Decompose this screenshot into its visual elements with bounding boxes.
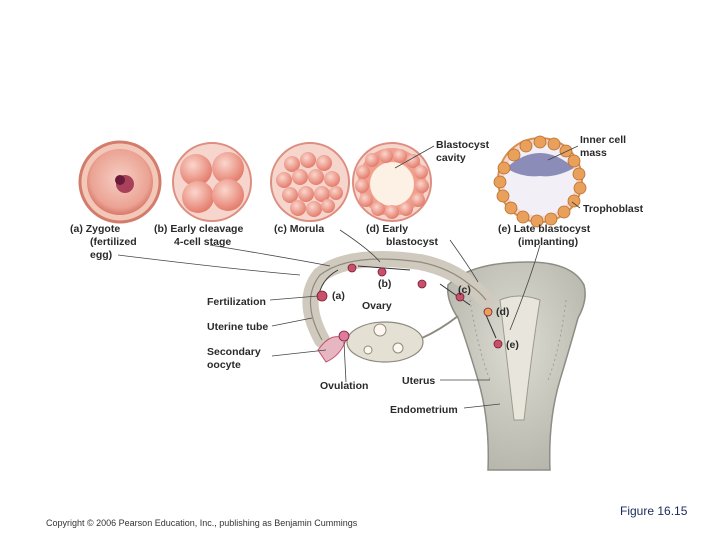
morula-illustration <box>271 143 349 221</box>
ovulation-label: Ovulation <box>320 380 369 392</box>
path-label-d: (d) <box>496 306 510 318</box>
early-blastocyst-sub: blastocyst <box>386 236 438 248</box>
zygote-title: Zygote <box>85 223 121 235</box>
uterus-label: Uterus <box>402 375 436 387</box>
early-blastocyst-label <box>366 223 408 235</box>
morula-title: Morula <box>289 223 325 235</box>
ovary-illustration <box>347 316 458 362</box>
zygote-sub1: (fertilized <box>90 236 137 248</box>
zygote-letter: (a) <box>70 223 83 235</box>
early-cleavage-label <box>154 223 243 235</box>
early-blastocyst-title: Early <box>382 223 409 235</box>
late-blastocyst-letter: (e) <box>498 223 511 235</box>
late-blastocyst-label <box>498 223 590 235</box>
morula-label <box>274 223 324 235</box>
trophoblast-label: Trophoblast <box>583 203 644 215</box>
copyright-notice: Copyright © 2006 Pearson Education, Inc., publishing as Benjamin Cummings <box>46 518 358 528</box>
early-cleavage-illustration <box>173 143 251 221</box>
blastocyst-cavity-label-1: Blastocyst <box>436 139 490 151</box>
secondary-oocyte-label-2: oocyte <box>207 359 241 371</box>
inner-cell-mass-label-1: Inner cell <box>580 134 627 146</box>
early-cleavage-letter: (b) <box>154 223 168 235</box>
zygote-sub2: egg) <box>90 249 113 261</box>
endometrium-label: Endometrium <box>390 404 458 416</box>
zygote-illustration <box>80 142 160 222</box>
late-blastocyst-sub: (implanting) <box>518 236 579 248</box>
path-label-b: (b) <box>378 278 392 290</box>
fertilization-label: Fertilization <box>207 296 266 308</box>
late-blastocyst-illustration <box>494 136 586 227</box>
blastocyst-cavity-label-2: cavity <box>436 152 466 164</box>
late-blastocyst-title: Late blastocyst <box>513 223 591 235</box>
zygote-label <box>70 223 120 235</box>
uterine-tube-label: Uterine tube <box>207 321 269 333</box>
early-cleavage-sub: 4-cell stage <box>174 236 232 248</box>
path-label-c: (c) <box>458 284 471 296</box>
figure-number: Figure 16.15 <box>620 504 688 518</box>
early-cleavage-title: Early cleavage <box>170 223 244 235</box>
path-label-e: (e) <box>506 339 519 351</box>
inner-cell-mass-label-2: mass <box>580 147 607 159</box>
path-label-a: (a) <box>332 290 345 302</box>
ovary-label: Ovary <box>362 300 392 312</box>
secondary-oocyte-label-1: Secondary <box>207 346 261 358</box>
morula-letter: (c) <box>274 223 287 235</box>
early-blastocyst-letter: (d) <box>366 223 380 235</box>
